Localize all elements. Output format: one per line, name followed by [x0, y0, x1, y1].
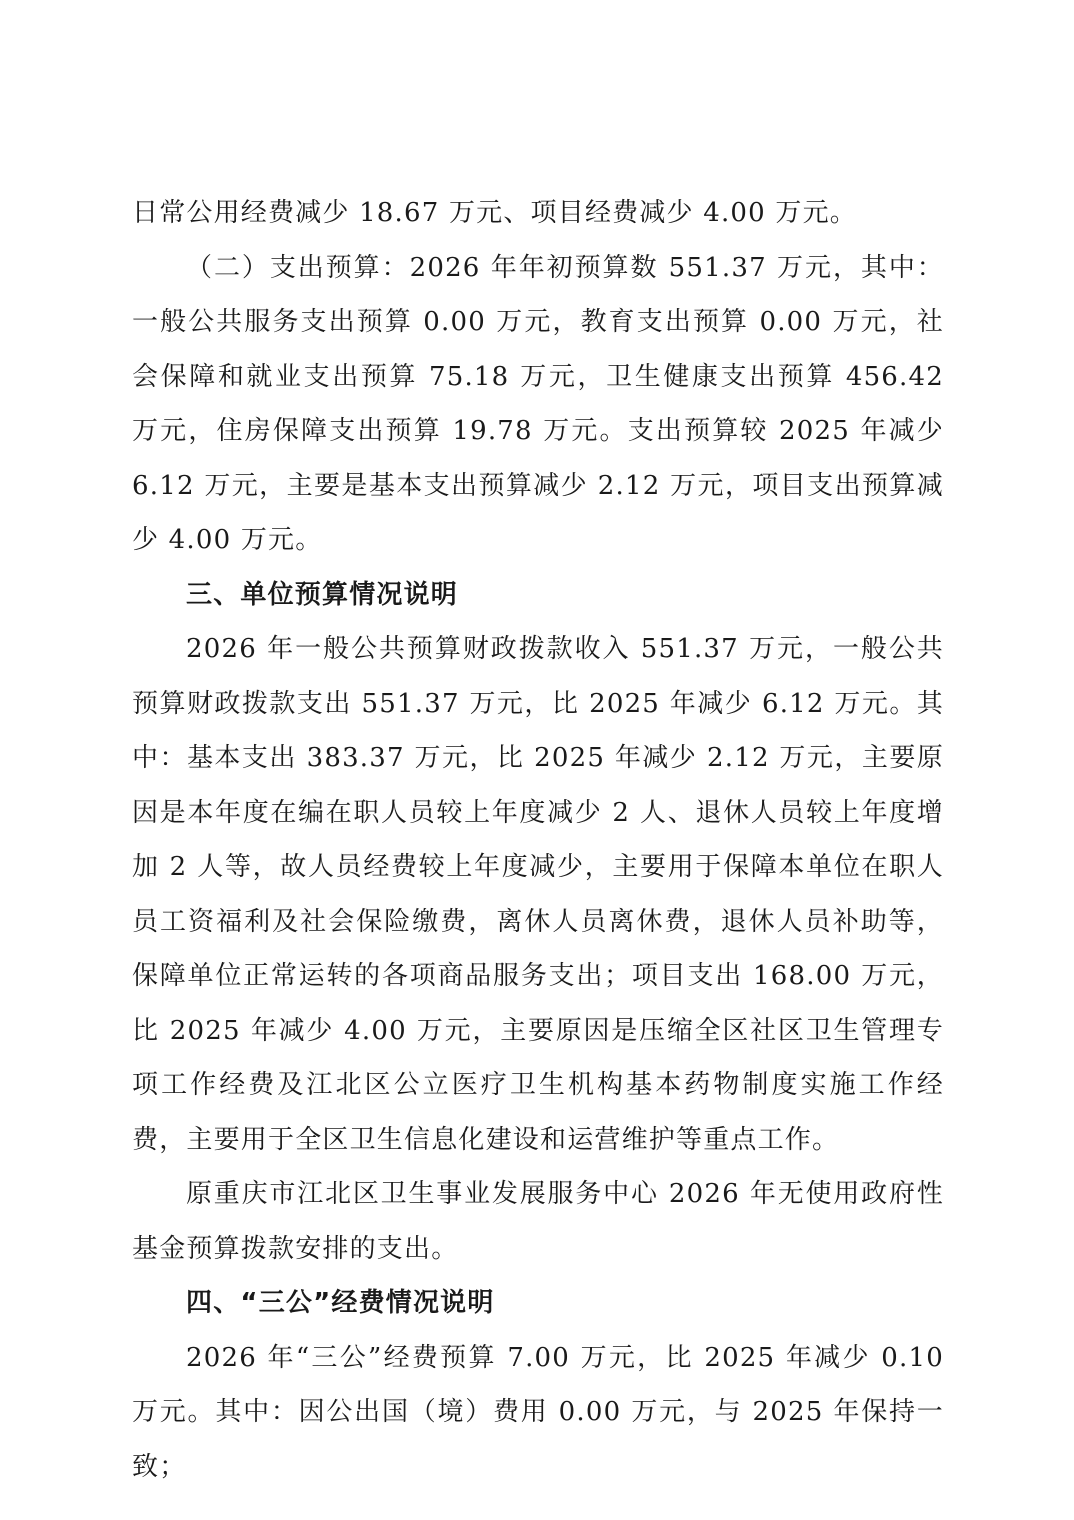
paragraph-government-fund: 原重庆市江北区卫生事业发展服务中心 2026 年无使用政府性基金预算拨款安排的支出。: [132, 1179, 944, 1264]
document-body: [132, 186, 944, 1494]
section-heading-three-public: 四、“三公”经费情况说明: [186, 1288, 495, 1318]
paragraph-three-public: 2026 年“三公”经费预算 7.00 万元，比 2025 年减少 0.10 万元。其中：因公出国（境）费用 0.00 万元，与 2025 年保持一致；: [132, 1342, 944, 1482]
section-heading-unit-budget: 三、单位预算情况说明: [186, 579, 459, 610]
paragraph-continued: 日常公用经费减少 18.67 万元、项目经费减少 4.00 万元。: [132, 198, 857, 228]
paragraph-unit-budget: 2026 年一般公共预算财政拨款收入 551.37 万元，一般公共预算财政拨款支出 551.37 万元，比 2025 年减少 6.12 万元。其中：基本支出 383.37 万元，比 2025 年减少 2.12 万元，主要原因是本年度在编在职人员较上年度减少 2 人、退休人员较上年度增加 2 人等，故人员经费较上年度减少，主要用于保障本单位在职人员工资福利及社会保险缴费，离休人员离休费，退休人员补助等，保障单位正常运转的各项商品服务支出；项目支出 168.00 万元，比 2025 年减少 4.00 万元，主要原因是压缩全区社区卫生管理专项工作经费及江北区公立医疗卫生机构基本药物制度实施工作经费，主要用于全区卫生信息化建设和运营维护等重点工作。: [132, 634, 944, 1155]
paragraph-expenditure-budget: （二）支出预算：2026 年年初预算数 551.37 万元，其中：一般公共服务支出预算 0.00 万元，教育支出预算 0.00 万元，社会保障和就业支出预算 75.18 万元，卫生健康支出预算 456.42 万元，住房保障支出预算 19.78 万元。支出预算较 2025 年减少 6.12 万元，主要是基本支出预算减少 2.12 万元，项目支出预算减少 4.00 万元。: [132, 252, 944, 555]
